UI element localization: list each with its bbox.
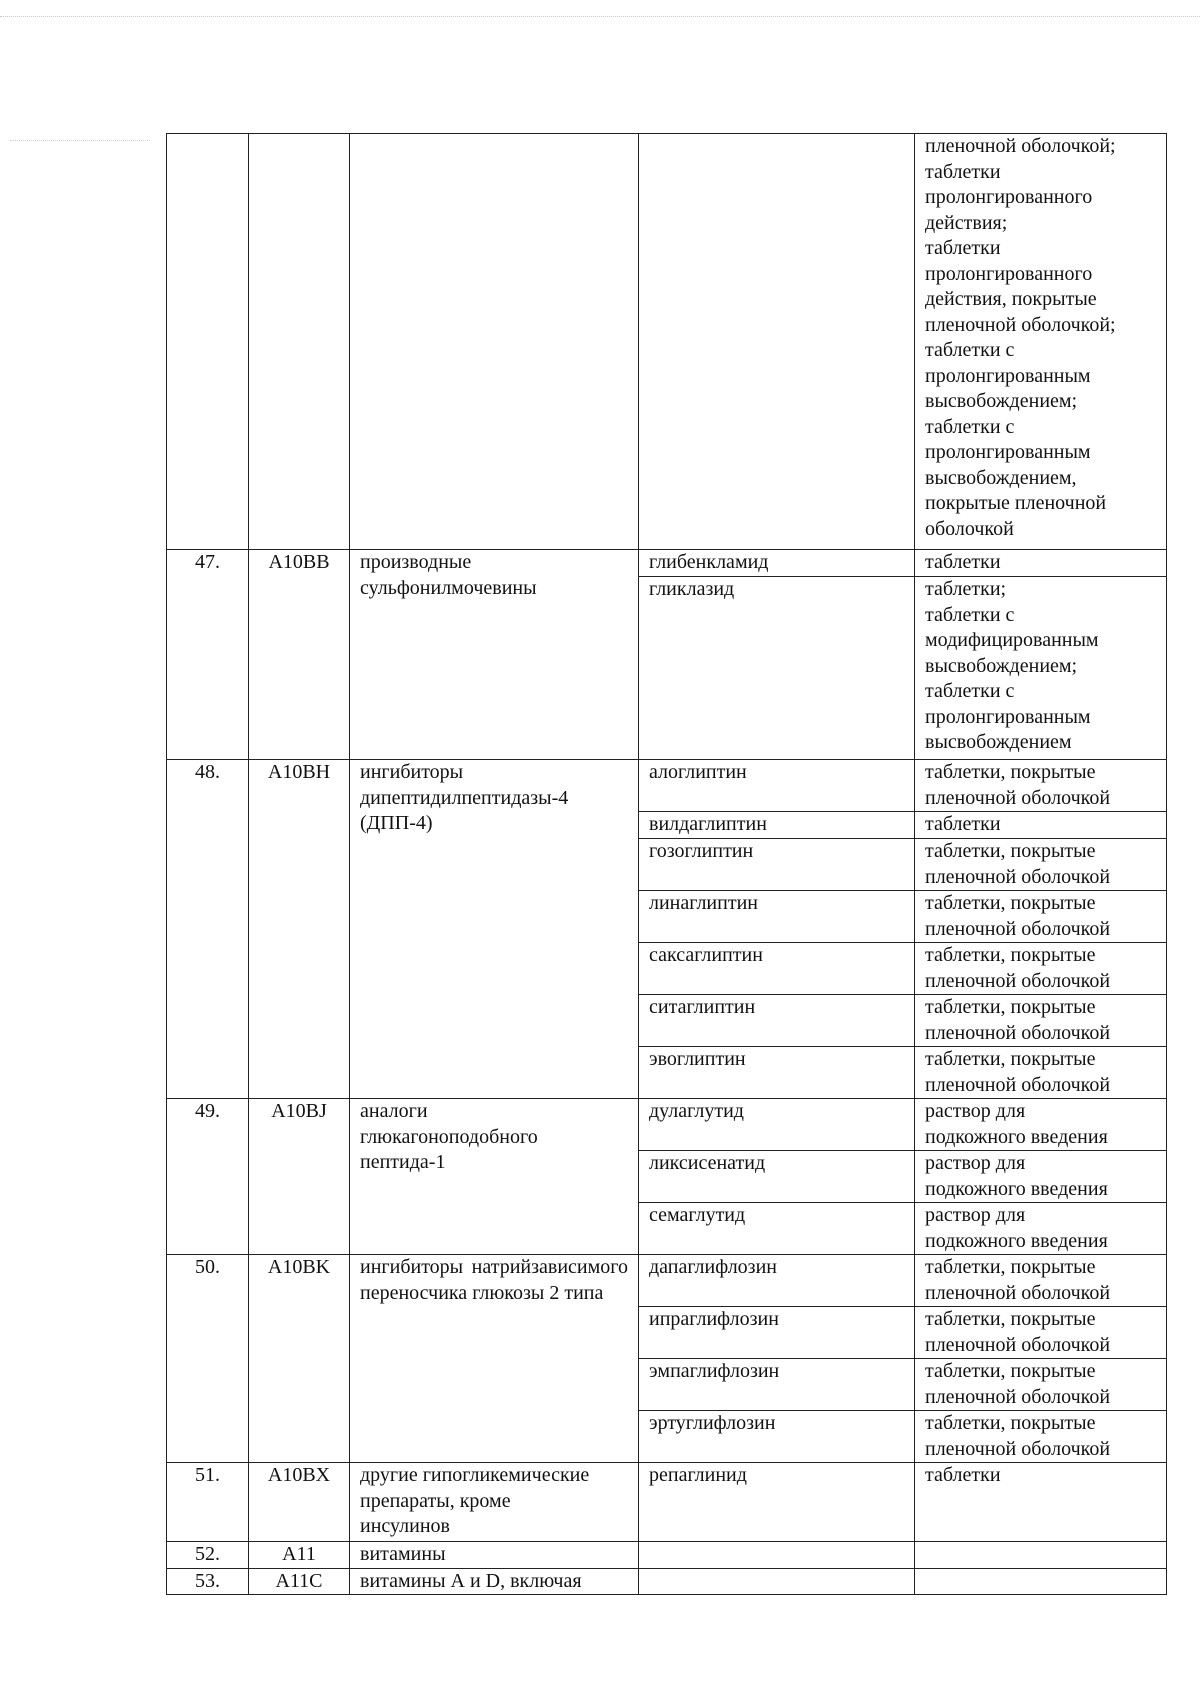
cell-form-empty: [915, 1568, 1167, 1595]
cell-form: таблетки, покрытые пленочной оболочкой: [915, 943, 1167, 995]
drug-list-table: [166, 133, 1167, 1595]
table-row-continuation: [167, 134, 1167, 550]
table-row: [167, 1099, 1167, 1151]
table-row: [167, 760, 1167, 812]
cell-form: таблетки, покрытые пленочной оболочкой: [915, 1307, 1167, 1359]
cell-drug-name: ипраглифлозин: [639, 1307, 915, 1359]
cell-num: 49.: [167, 1099, 249, 1255]
cell-drug-name: вилдаглиптин: [639, 812, 915, 839]
table-row: [167, 1255, 1167, 1307]
cell-drug-name: эртуглифлозин: [639, 1411, 915, 1463]
cell-form: таблетки, покрытые пленочной оболочкой: [915, 1411, 1167, 1463]
cell-form: таблетки, покрытые пленочной оболочкой: [915, 839, 1167, 891]
cell-group-empty: [350, 134, 639, 550]
cell-drug-name: гликлазид: [639, 577, 915, 760]
cell-group: витамины: [350, 1542, 639, 1569]
cell-drug-name: линаглиптин: [639, 891, 915, 943]
cell-form: раствор для подкожного введения: [915, 1203, 1167, 1255]
scan-margin-marks: [10, 140, 150, 141]
cell-form: таблетки: [915, 550, 1167, 577]
cell-form: раствор для подкожного введения: [915, 1151, 1167, 1203]
cell-drug-name: репаглинид: [639, 1463, 915, 1542]
cell-code-empty: [249, 134, 350, 550]
cell-name-empty: [639, 134, 915, 550]
cell-group: ингибиторы дипептидилпептидазы-4 (ДПП-4): [350, 760, 639, 1099]
cell-group: аналоги глюкагоноподобного пептида-1: [350, 1099, 639, 1255]
cell-num: 51.: [167, 1463, 249, 1542]
page-edge-line: [0, 16, 1200, 17]
cell-num: 52.: [167, 1542, 249, 1569]
cell-drug-name: эмпаглифлозин: [639, 1359, 915, 1411]
cell-form: таблетки, покрытые пленочной оболочкой: [915, 891, 1167, 943]
cell-atc-code: A10BX: [249, 1463, 350, 1542]
table-row: [167, 1463, 1167, 1542]
cell-atc-code: A11C: [249, 1568, 350, 1595]
cell-form: таблетки: [915, 812, 1167, 839]
cell-atc-code: A11: [249, 1542, 350, 1569]
cell-drug-name: ликсисенатид: [639, 1151, 915, 1203]
cell-atc-code: A10BJ: [249, 1099, 350, 1255]
cell-form: таблетки, покрытые пленочной оболочкой: [915, 995, 1167, 1047]
cell-group: витамины А и D, включая: [350, 1568, 639, 1595]
cell-drug-name: гозоглиптин: [639, 839, 915, 891]
cell-form: таблетки, покрытые пленочной оболочкой: [915, 1047, 1167, 1099]
cell-form-empty: [915, 1542, 1167, 1569]
cell-num: 50.: [167, 1255, 249, 1463]
cell-drug-name: алоглиптин: [639, 760, 915, 812]
table-row: [167, 1568, 1167, 1595]
cell-drug-name-empty: [639, 1568, 915, 1595]
cell-num: 47.: [167, 550, 249, 760]
cell-group: другие гипогликемические препараты, кроме инсулинов: [350, 1463, 639, 1542]
cell-atc-code: A10BH: [249, 760, 350, 1099]
cell-drug-name: эвоглиптин: [639, 1047, 915, 1099]
cell-form: пленочной оболочкой; таблетки пролонгированного действия; таблетки пролонгированного действия, покрытые пленочной оболочкой; таблетки с пролонгированным высвобождением; таблетки с пролонгированным высвобождением, покрытые пленочной оболочкой: [915, 134, 1167, 550]
cell-drug-name: ситаглиптин: [639, 995, 915, 1047]
cell-drug-name: дулаглутид: [639, 1099, 915, 1151]
cell-drug-name: семаглутид: [639, 1203, 915, 1255]
table-row: [167, 550, 1167, 577]
cell-form: таблетки, покрытые пленочной оболочкой: [915, 760, 1167, 812]
cell-drug-name: саксаглиптин: [639, 943, 915, 995]
cell-num-empty: [167, 134, 249, 550]
cell-atc-code: A10BK: [249, 1255, 350, 1463]
cell-form: таблетки; таблетки с модифицированным высвобождением; таблетки с пролонгированным высвобождением: [915, 577, 1167, 760]
cell-form: таблетки, покрытые пленочной оболочкой: [915, 1359, 1167, 1411]
cell-num: 53.: [167, 1568, 249, 1595]
cell-drug-name: глибенкламид: [639, 550, 915, 577]
cell-group: ингибиторы натрийзависимого переносчика глюкозы 2 типа: [350, 1255, 639, 1463]
cell-num: 48.: [167, 760, 249, 1099]
table-row: [167, 1542, 1167, 1569]
cell-drug-name: дапаглифлозин: [639, 1255, 915, 1307]
cell-form: таблетки, покрытые пленочной оболочкой: [915, 1255, 1167, 1307]
cell-atc-code: A10BB: [249, 550, 350, 760]
cell-drug-name-empty: [639, 1542, 915, 1569]
cell-form: раствор для подкожного введения: [915, 1099, 1167, 1151]
cell-group: производные сульфонилмочевины: [350, 550, 639, 760]
cell-form: таблетки: [915, 1463, 1167, 1542]
